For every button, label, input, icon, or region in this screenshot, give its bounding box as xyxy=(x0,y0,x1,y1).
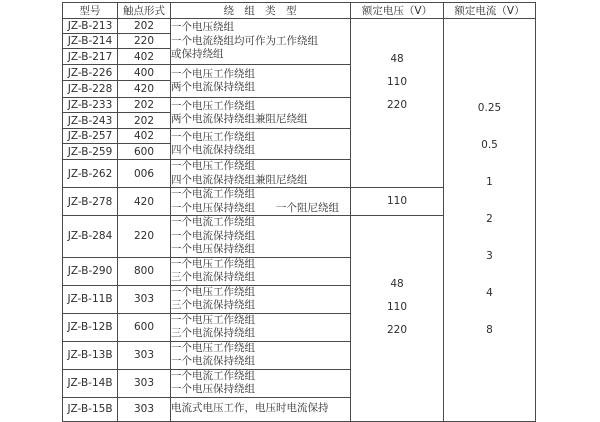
cell-model: JZ-B-12B xyxy=(63,313,118,341)
header-winding-type: 绕 组 类 型 xyxy=(171,3,351,19)
cell-model: JZ-B-284 xyxy=(63,216,118,258)
relay-spec-table-container xyxy=(62,2,536,422)
voltage-value: 48 xyxy=(390,277,404,290)
winding-line: 三个电流保持绕组 xyxy=(171,327,255,339)
cell-model: JZ-B-228 xyxy=(63,81,118,98)
voltage-values xyxy=(351,48,443,117)
header-contact-form: 触点形式 xyxy=(118,3,171,19)
winding-line: 一个电压保持绕组 一个阻尼绕组 xyxy=(171,201,339,214)
winding-line: 三个电流保持绕组 xyxy=(171,271,255,283)
cell-winding-group xyxy=(171,98,351,129)
winding-line: 一个电流工作绕组 xyxy=(171,216,255,228)
cell-model: JZ-B-233 xyxy=(63,98,118,113)
cell-model: JZ-B-15B xyxy=(63,397,118,421)
winding-line: 一个电流工作绕组 xyxy=(171,188,255,200)
winding-line: 一个电压工作绕组 xyxy=(171,130,255,143)
cell-winding-group xyxy=(171,397,351,421)
cell-winding-group xyxy=(171,341,351,369)
cell-model: JZ-B-11B xyxy=(63,285,118,313)
winding-line: 或保持绕组 xyxy=(171,48,224,61)
current-value: 0.5 xyxy=(481,139,498,152)
cell-model: JZ-B-278 xyxy=(63,188,118,216)
winding-line: 一个电压工作绕组 xyxy=(171,257,255,270)
winding-line: 一个电压工作绕组 xyxy=(171,341,255,354)
cell-winding-group xyxy=(171,257,351,285)
cell-contact: 800 xyxy=(118,257,171,285)
cell-contact: 303 xyxy=(118,341,171,369)
cell-model: JZ-B-214 xyxy=(63,34,118,49)
winding-line: 两个电流保持绕组 xyxy=(171,81,255,93)
cell-winding-group xyxy=(171,188,351,216)
cell-model: JZ-B-243 xyxy=(63,113,118,129)
cell-contact: 202 xyxy=(118,19,171,34)
relay-spec-table xyxy=(62,2,536,422)
header-model: 型号 xyxy=(63,3,118,19)
cell-voltage-group xyxy=(351,19,444,188)
cell-winding-group xyxy=(171,313,351,341)
cell-contact: 303 xyxy=(118,285,171,313)
cell-model: JZ-B-262 xyxy=(63,160,118,188)
cell-model: JZ-B-213 xyxy=(63,19,118,34)
cell-contact: 006 xyxy=(118,160,171,188)
cell-contact: 220 xyxy=(118,216,171,258)
table-row xyxy=(63,19,536,34)
voltage-value: 220 xyxy=(386,98,408,111)
cell-winding-group xyxy=(171,19,351,65)
voltage-value: 48 xyxy=(390,52,404,65)
cell-contact: 303 xyxy=(118,397,171,421)
cell-voltage-group xyxy=(351,216,444,422)
cell-contact: 600 xyxy=(118,313,171,341)
cell-contact: 600 xyxy=(118,144,171,160)
winding-line: 电流式电压工作，电压时电流保持 xyxy=(171,402,329,415)
cell-contact: 420 xyxy=(118,81,171,98)
cell-winding-group xyxy=(171,129,351,160)
cell-model: JZ-B-226 xyxy=(63,65,118,81)
cell-model: JZ-B-290 xyxy=(63,257,118,285)
winding-line: 两个电流保持绕组兼阻尼绕组 xyxy=(171,113,308,125)
current-values xyxy=(444,90,535,349)
cell-winding-group xyxy=(171,65,351,98)
cell-contact: 420 xyxy=(118,188,171,216)
cell-contact: 402 xyxy=(118,49,171,65)
winding-line: 一个电流保持绕组 xyxy=(171,355,255,367)
voltage-value: 110 xyxy=(386,195,408,207)
header-rated-voltage: 额定电压（V） xyxy=(351,3,444,19)
current-value: 2 xyxy=(486,213,493,226)
winding-line: 一个电压工作绕组 xyxy=(171,160,255,172)
voltage-value: 110 xyxy=(386,75,408,88)
winding-line: 一个电压绕组 xyxy=(171,21,234,34)
current-value: 0.25 xyxy=(477,102,502,115)
winding-line: 四个电流保持绕组 xyxy=(171,144,255,156)
voltage-value: 220 xyxy=(386,323,408,336)
voltage-value: 110 xyxy=(386,300,408,313)
winding-line: 三个电流保持绕组 xyxy=(171,299,255,311)
cell-contact: 402 xyxy=(118,129,171,144)
cell-winding-group xyxy=(171,369,351,397)
cell-voltage-group xyxy=(351,188,444,216)
winding-line: 一个电流工作绕组 xyxy=(171,369,255,382)
cell-model: JZ-B-257 xyxy=(63,129,118,144)
voltage-values xyxy=(351,273,443,342)
winding-line: 一个电压工作绕组 xyxy=(171,285,255,298)
winding-line: 一个电流保持绕组 xyxy=(171,229,255,242)
winding-line: 一个电压保持绕组 xyxy=(171,383,255,395)
current-value: 8 xyxy=(486,324,493,337)
cell-contact: 202 xyxy=(118,98,171,113)
cell-model: JZ-B-217 xyxy=(63,49,118,65)
cell-winding-group xyxy=(171,285,351,313)
voltage-values xyxy=(351,190,443,213)
winding-line: 四个电流保持绕组兼阻尼绕组 xyxy=(171,173,308,186)
winding-line: 一个电压工作绕组 xyxy=(171,67,255,80)
cell-model: JZ-B-14B xyxy=(63,369,118,397)
cell-contact: 220 xyxy=(118,34,171,49)
cell-contact: 303 xyxy=(118,369,171,397)
cell-model: JZ-B-13B xyxy=(63,341,118,369)
cell-contact: 400 xyxy=(118,65,171,81)
cell-contact: 202 xyxy=(118,113,171,129)
cell-winding-group xyxy=(171,216,351,258)
cell-current-group xyxy=(444,19,536,422)
current-value: 4 xyxy=(486,287,493,300)
cell-model: JZ-B-259 xyxy=(63,144,118,160)
winding-line: 一个电压工作绕组 xyxy=(171,99,255,112)
header-row xyxy=(63,3,536,19)
current-value: 3 xyxy=(486,250,493,263)
winding-line: 一个电压工作绕组 xyxy=(171,313,255,326)
winding-line: 一个电流绕组均可作为工作绕组 xyxy=(171,34,318,47)
current-value: 1 xyxy=(486,176,493,189)
winding-line: 一个电压保持绕组 xyxy=(171,243,255,255)
header-rated-current: 额定电流（V） xyxy=(444,3,536,19)
cell-winding-group xyxy=(171,160,351,188)
